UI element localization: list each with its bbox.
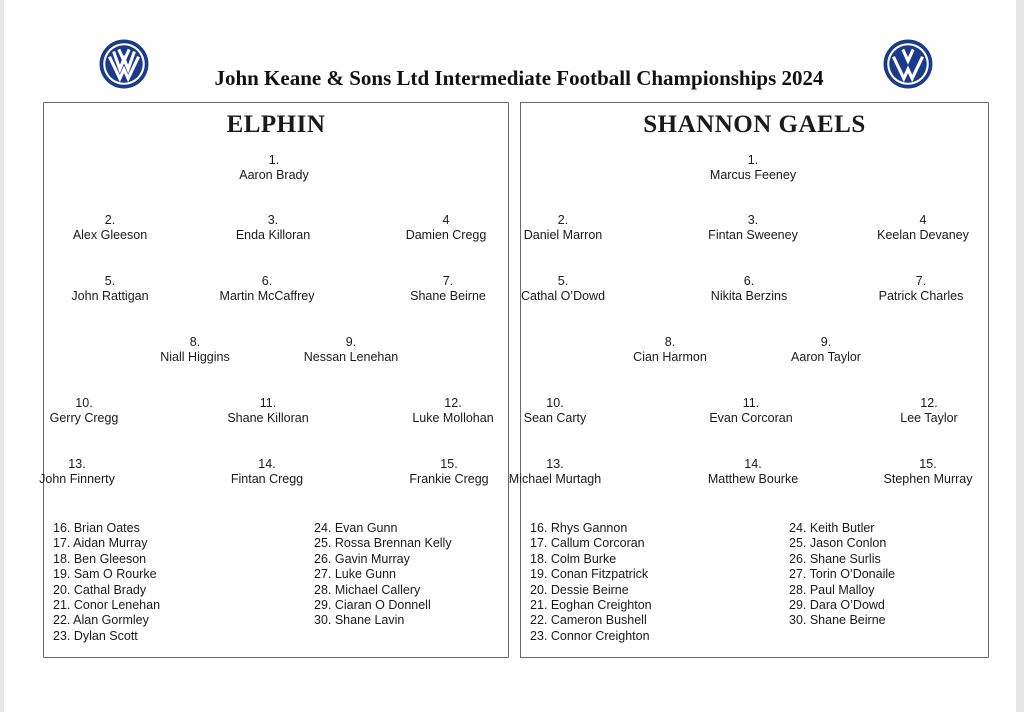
player-number: 4: [919, 213, 927, 227]
substitute-item: 22. Cameron Bushell: [530, 613, 647, 628]
player-number: 1.: [747, 153, 759, 167]
player-number: 2.: [557, 213, 569, 227]
substitute-item: 21. Eoghan Creighton: [530, 598, 652, 613]
player-position-15: [409, 457, 488, 487]
player-position-6: [711, 274, 787, 304]
player-name: Evan Corcoran: [709, 411, 793, 425]
player-name: Luke Mollohan: [412, 411, 494, 425]
player-position-3: [708, 213, 798, 243]
player-number: 11.: [742, 396, 760, 410]
player-name: John Rattigan: [71, 289, 149, 303]
player-position-12: [412, 396, 493, 426]
player-position-4: [877, 213, 969, 243]
player-position-6: [220, 274, 315, 304]
player-number: 1.: [268, 153, 280, 167]
player-position-8: [633, 335, 707, 365]
substitute-item: 25. Rossa Brennan Kelly: [314, 536, 452, 551]
player-number: 5.: [557, 274, 569, 288]
substitute-item: 17. Aidan Murray: [53, 536, 148, 551]
player-number: 15.: [440, 457, 458, 471]
player-position-2: [73, 213, 147, 243]
player-position-7: [879, 274, 964, 304]
substitute-item: 28. Michael Callery: [314, 582, 421, 597]
player-number: 3.: [747, 213, 759, 227]
player-name: Nessan Lenehan: [303, 350, 399, 364]
player-name: Patrick Charles: [878, 289, 964, 303]
substitute-item: 28. Paul Malloy: [789, 582, 875, 597]
substitute-item: 22. Alan Gormley: [53, 613, 149, 628]
substitute-item: 29. Dara O’Dowd: [789, 598, 885, 613]
player-name: Michael Murtagh: [508, 472, 602, 486]
substitute-item: 29. Ciaran O Donnell: [314, 598, 431, 613]
player-name: Stephen Murray: [883, 472, 973, 486]
player-name: Matthew Bourke: [707, 472, 799, 486]
player-position-1: [710, 153, 796, 183]
player-name: Cian Harmon: [633, 350, 707, 364]
page-title: John Keane & Sons Ltd Intermediate Football Championships 2024: [214, 66, 824, 90]
team-panel-shannon-gaels: [508, 102, 989, 658]
team-panel-elphin: [39, 102, 509, 658]
player-name: Martin McCaffrey: [219, 289, 315, 303]
substitute-item: 16. Rhys Gannon: [530, 521, 628, 535]
player-position-11: [227, 396, 308, 426]
player-position-5: [521, 274, 605, 304]
player-position-5: [71, 274, 148, 304]
substitute-item: 26. Gavin Murray: [314, 551, 410, 566]
vw-logo-icon: [98, 38, 150, 90]
player-number: 5.: [104, 274, 116, 288]
substitute-item: 18. Ben Gleeson: [53, 551, 147, 566]
player-number: 3.: [267, 213, 279, 227]
substitute-item: 20. Cathal Brady: [53, 582, 147, 597]
substitutes-list: [314, 521, 452, 629]
player-name: Nikita Berzins: [710, 289, 788, 303]
player-number: 7.: [915, 274, 927, 288]
player-name: Aaron Taylor: [791, 350, 861, 364]
substitute-item: 23. Connor Creighton: [530, 628, 650, 643]
player-position-8: [160, 335, 229, 365]
player-name: Daniel Marron: [523, 228, 603, 242]
player-name: Fintan Cregg: [230, 472, 304, 486]
player-position-10: [524, 396, 587, 426]
player-number: 14.: [744, 457, 762, 471]
player-position-7: [410, 274, 486, 304]
player-name: Aaron Brady: [239, 168, 309, 182]
player-number: 13.: [68, 457, 86, 471]
player-position-1: [239, 153, 308, 183]
player-name: Damien Cregg: [405, 228, 487, 242]
substitute-item: 20. Dessie Beirne: [530, 582, 629, 597]
player-position-9: [304, 335, 399, 365]
player-position-11: [709, 396, 792, 426]
substitute-item: 19. Conan Fitzpatrick: [530, 567, 649, 582]
player-number: 12.: [920, 396, 938, 410]
substitute-item: 27. Torin O’Donaile: [789, 567, 896, 582]
player-name: Cathal O’Dowd: [520, 289, 606, 303]
player-number: 11.: [259, 396, 277, 410]
vw-logo-icon: [882, 38, 934, 90]
substitute-item: 30. Shane Lavin: [314, 613, 405, 628]
player-name: Enda Killoran: [235, 228, 311, 242]
player-number: 9.: [820, 335, 832, 349]
player-name: Gerry Cregg: [49, 411, 119, 425]
player-name: Sean Carty: [523, 411, 587, 425]
player-position-14: [708, 457, 798, 487]
player-number: 10.: [75, 396, 93, 410]
player-number: 9.: [345, 335, 357, 349]
team-name: SHANNON GAELS: [643, 111, 866, 138]
player-name: Lee Taylor: [900, 411, 958, 425]
player-number: 12.: [444, 396, 462, 410]
player-name: Marcus Feeney: [709, 168, 797, 182]
player-number: 8.: [664, 335, 676, 349]
substitute-item: 26. Shane Surlis: [789, 551, 881, 566]
substitute-item: 19. Sam O Rourke: [53, 567, 157, 582]
player-name: John Finnerty: [39, 472, 115, 486]
player-number: 15.: [919, 457, 937, 471]
player-position-13: [39, 457, 115, 487]
player-number: 10.: [546, 396, 564, 410]
team-sheet: [4, 0, 1016, 712]
substitutes-list: [789, 521, 895, 629]
player-name: Shane Beirne: [410, 289, 486, 303]
player-number: 2.: [104, 213, 116, 227]
player-number: 13.: [546, 457, 564, 471]
substitute-item: 25. Jason Conlon: [789, 536, 887, 551]
player-position-13: [509, 457, 601, 487]
player-position-14: [231, 457, 303, 487]
substitute-item: 27. Luke Gunn: [314, 567, 397, 582]
team-name: ELPHIN: [226, 111, 326, 138]
substitute-item: 24. Keith Butler: [789, 521, 875, 535]
player-name: Frankie Cregg: [409, 472, 489, 486]
substitute-item: 16. Brian Oates: [53, 521, 140, 535]
player-name: Shane Killoran: [227, 411, 309, 425]
player-position-10: [50, 396, 119, 426]
substitute-item: 18. Colm Burke: [530, 551, 617, 566]
substitute-item: 30. Shane Beirne: [789, 613, 886, 628]
player-position-3: [236, 213, 310, 243]
player-number: 6.: [261, 274, 273, 288]
player-name: Keelan Devaney: [877, 228, 969, 242]
player-name: Niall Higgins: [160, 350, 230, 364]
player-name: Alex Gleeson: [72, 228, 148, 242]
substitute-item: 21. Conor Lenehan: [53, 598, 161, 613]
player-position-15: [884, 457, 973, 487]
substitute-item: 17. Callum Corcoran: [530, 536, 645, 551]
player-position-2: [524, 213, 603, 243]
player-position-4: [406, 213, 487, 243]
substitutes-list: [530, 521, 652, 644]
substitute-item: 23. Dylan Scott: [53, 628, 138, 643]
player-number: 8.: [189, 335, 201, 349]
player-position-12: [900, 396, 957, 426]
substitutes-list: [53, 521, 160, 644]
player-number: 7.: [442, 274, 454, 288]
player-name: Fintan Sweeney: [708, 228, 798, 242]
player-number: 14.: [258, 457, 276, 471]
player-position-9: [791, 335, 861, 365]
player-number: 4: [442, 213, 450, 227]
substitute-item: 24. Evan Gunn: [314, 521, 398, 535]
player-number: 6.: [743, 274, 755, 288]
